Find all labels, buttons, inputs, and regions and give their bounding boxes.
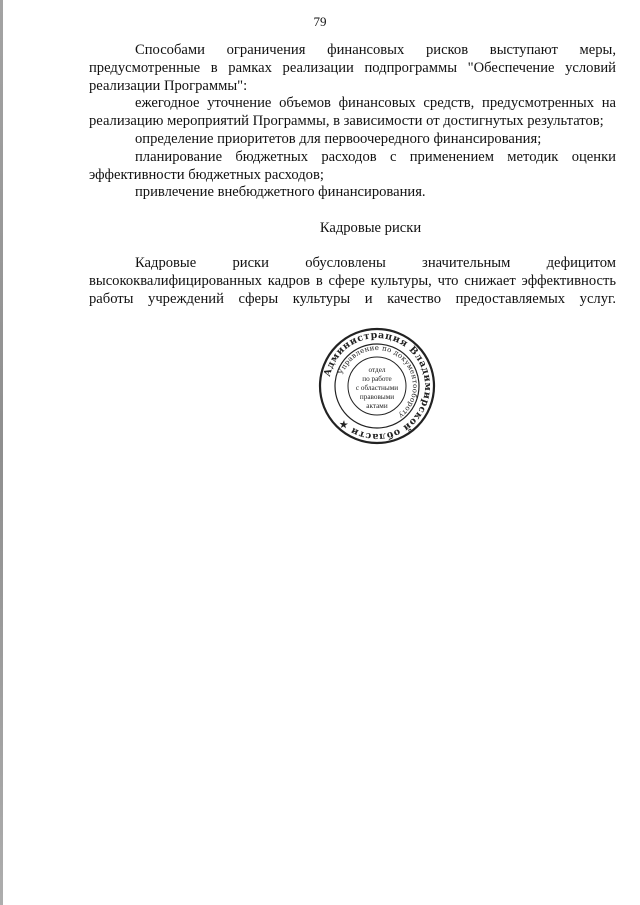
stamp-center-line-5: актами bbox=[366, 402, 388, 410]
stamp-center-line-3: с областными bbox=[355, 384, 399, 392]
stamp-center-line-2: по работе bbox=[362, 375, 392, 383]
stamp-inner-text: Управление по документообороту bbox=[337, 343, 420, 420]
stamp-center-line-1: отдел bbox=[368, 366, 386, 374]
paragraph-extrabudgetary: привлечение внебюджетного финансирования. bbox=[135, 184, 426, 201]
paragraph-annual-refinement: ежегодное уточнение объемов финансовых средств, предусмотренных на реализацию мероприятий Программы, в зависимости от достигнутых результатов; bbox=[89, 95, 616, 130]
stamp-outer-text: Администрация Владимирской области ★ bbox=[321, 329, 434, 443]
stamp-center-text bbox=[356, 366, 398, 410]
stamp-center-line-4: правовыми bbox=[359, 393, 395, 401]
page-edge bbox=[0, 0, 3, 905]
document-body bbox=[89, 42, 616, 308]
official-stamp bbox=[318, 327, 436, 445]
page-number: 79 bbox=[313, 14, 327, 29]
paragraph-priorities: определение приоритетов для первоочередного финансирования; bbox=[135, 130, 542, 147]
paragraph-budget-planning: планирование бюджетных расходов с применением методик оценки эффективности бюджетных расходов; bbox=[89, 148, 616, 183]
paragraph-personnel-risks: Кадровые риски обусловлены значительным дефицитом высококвалифицированных кадров в сфере культуры, что снижает эффективность работы учреждений сферы культуры и качество предоставляемых услуг. bbox=[89, 254, 616, 307]
section-heading: Кадровые риски bbox=[319, 220, 422, 237]
paragraph-financial-risk-measures: Способами ограничения финансовых рисков выступают меры, предусмотренные в рамках реализации подпрограммы "Обеспечение условий реализации Программы": bbox=[89, 42, 616, 94]
